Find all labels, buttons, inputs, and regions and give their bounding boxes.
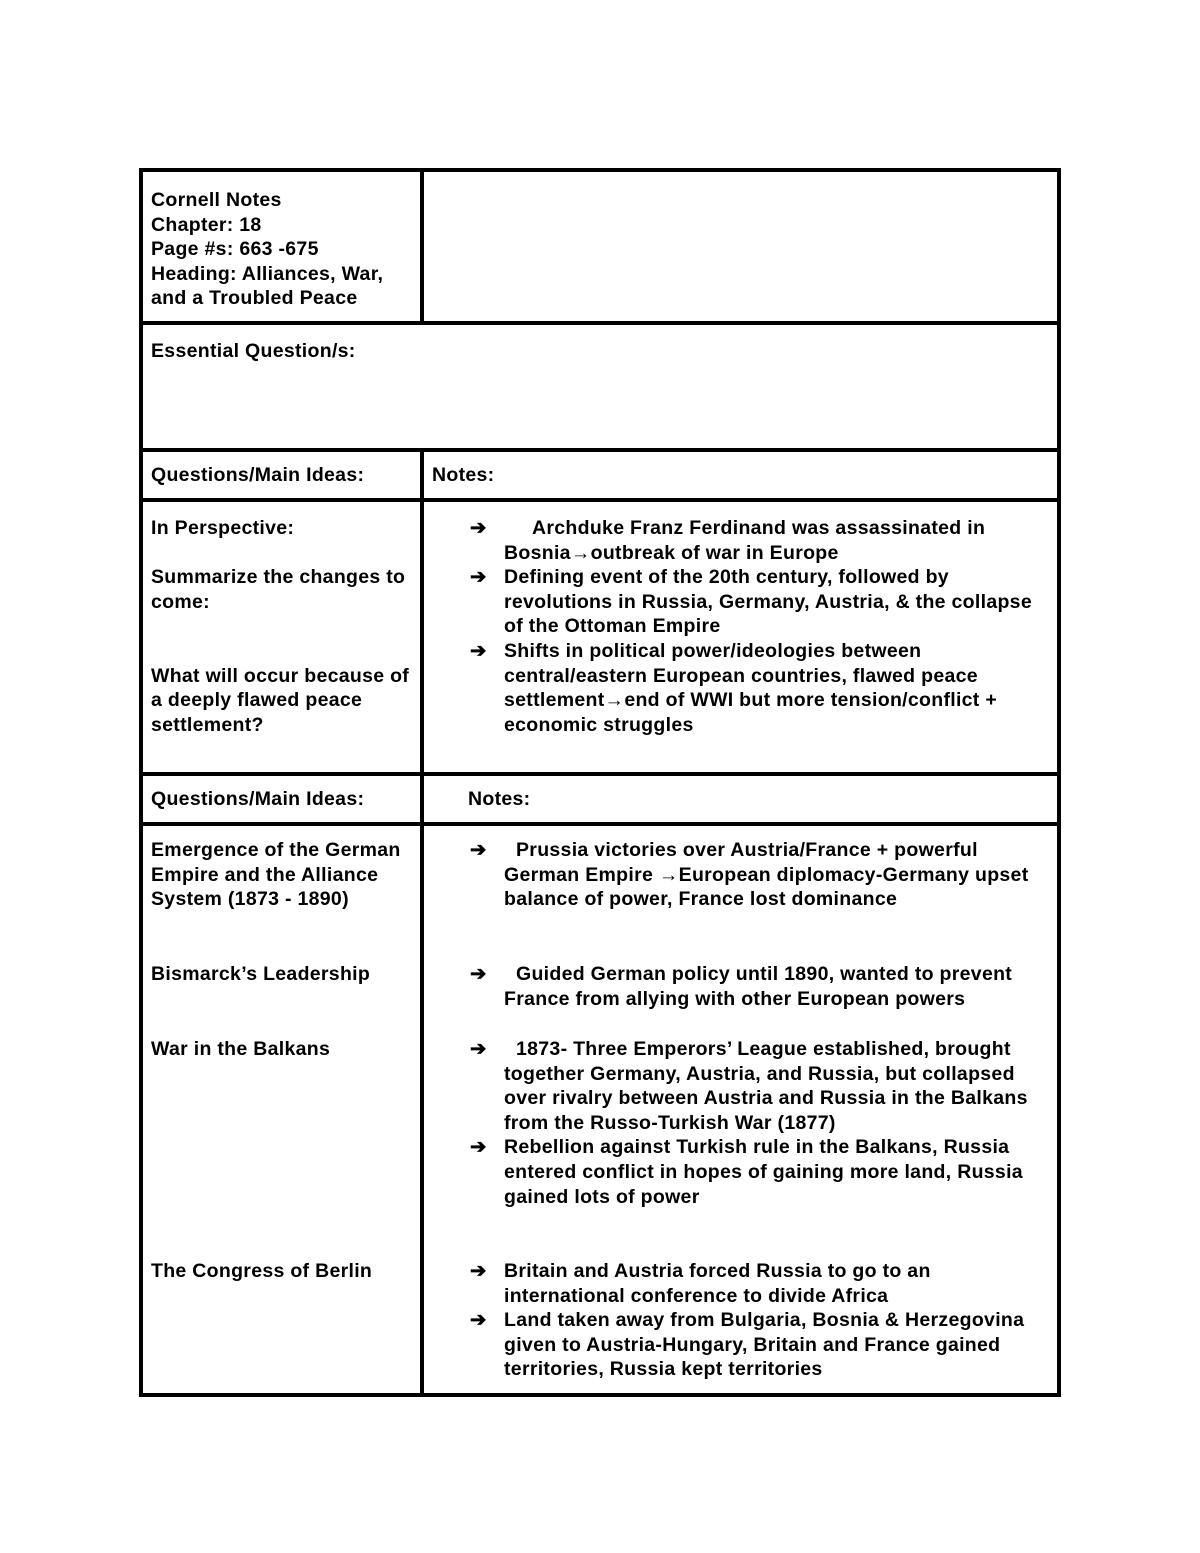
note-text: Defining event of the 20th century, followed by revolutions in Russia, Germany, Austria, & the collapse of the Ottoman Empire	[504, 566, 1032, 638]
section2-header-row	[143, 772, 1057, 822]
section-header-label: Questions/Main Ideas:	[151, 788, 365, 810]
notes-block	[432, 838, 1047, 962]
note-text: Guided German policy until 1890, wanted to prevent France from allying with other European powers	[504, 963, 1013, 1010]
arrow-icon: ➔	[470, 566, 487, 589]
arrow-icon: ➔	[470, 1309, 487, 1332]
header-line: Heading: Alliances, War,	[151, 262, 384, 285]
topic-block	[151, 1259, 410, 1284]
arrow-icon: ➔	[470, 639, 487, 662]
note-item	[470, 516, 1047, 565]
topic-block	[151, 962, 410, 1037]
arrow-icon: ➔	[470, 517, 487, 539]
note-item	[470, 962, 1047, 1011]
note-item	[470, 565, 1047, 639]
section1-right-header	[424, 452, 1057, 498]
section-header-label: Questions/Main Ideas:	[151, 464, 365, 486]
header-line: Chapter: 18	[151, 213, 262, 236]
note-text: Archduke Franz Ferdinand was assassinated in Bosnia→outbreak of war in Europe	[504, 517, 986, 564]
note-text: Rebellion against Turkish rule in the Balkans, Russia entered conflict in hopes of gaining more land, Russia gained lots of power	[504, 1136, 1023, 1208]
note-item	[470, 639, 1047, 737]
note-item	[470, 1259, 1047, 1308]
header-line: Cornell Notes	[151, 189, 282, 211]
arrow-icon: ➔	[470, 1260, 487, 1282]
notes-list	[432, 1259, 1047, 1382]
section2-body-row	[143, 822, 1057, 1393]
main-idea: What will occur because of a deeply flawed peace settlement?	[151, 664, 415, 736]
header-line: Page #s: 663 -675	[151, 238, 319, 261]
main-idea: Bismarck’s Leadership	[151, 963, 371, 985]
essential-question-cell	[143, 325, 1057, 448]
notes-block	[432, 962, 1047, 1037]
note-item	[470, 838, 1047, 912]
main-idea: Summarize the changes to come:	[151, 566, 411, 613]
notes-list	[432, 838, 1047, 912]
note-text: Land taken away from Bulgaria, Bosnia & Herzegovina given to Austria-Hungary, Britain and France gained territories, Russia kept territories	[504, 1309, 1025, 1381]
note-text: 1873- Three Emperors’ League established, brought together Germany, Austria, and Russia, but collapsed over rivalry between Austria and Russia in the Balkans from the Russo-Turkish War (1877)	[504, 1038, 1028, 1134]
note-text: Prussia victories over Austria/France + powerful German Empire →European diplomacy-Germany upset balance of power, France lost dominance	[504, 839, 1029, 911]
topic-block	[151, 838, 410, 962]
note-text: Britain and Austria forced Russia to go to an international conference to divide Africa	[504, 1260, 931, 1307]
main-idea: War in the Balkans	[151, 1038, 331, 1060]
arrow-icon: ➔	[470, 1136, 487, 1159]
section1-left-header	[143, 452, 424, 498]
essential-question-row	[143, 321, 1057, 448]
notes-header-label: Notes:	[432, 464, 495, 486]
arrow-icon: ➔	[470, 963, 487, 985]
notes-list	[432, 962, 1047, 1011]
header-info	[143, 172, 424, 321]
note-item	[470, 1308, 1047, 1382]
header-blank-cell	[424, 172, 1057, 321]
cornell-notes-table	[139, 168, 1061, 1397]
arrow-icon: ➔	[470, 839, 487, 861]
note-item	[470, 1135, 1047, 1209]
main-idea: The Congress of Berlin	[151, 1260, 373, 1282]
note-text: Shifts in political power/ideologies between central/eastern European countries, flawed peace settlement→end of WWI but more tension/conflict + economic struggles	[504, 639, 998, 736]
main-idea: Emergence of the German Empire and the Alliance System (1873 - 1890)	[151, 839, 407, 911]
section1-notes	[424, 502, 1057, 772]
notes-block	[432, 1037, 1047, 1259]
arrow-icon: ➔	[470, 1038, 487, 1060]
section1-header-row	[143, 448, 1057, 498]
notes-block	[432, 1259, 1047, 1382]
section2-left-header	[143, 776, 424, 822]
header-line: and a Troubled Peace	[151, 287, 358, 310]
notes-list	[432, 1037, 1047, 1209]
section1-body-row	[143, 498, 1057, 772]
section1-questions	[143, 502, 424, 772]
notes-header-label: Notes:	[468, 788, 531, 810]
section2-questions	[143, 826, 424, 1393]
topic-block	[151, 1037, 410, 1259]
essential-question-label: Essential Question/s:	[151, 340, 356, 362]
main-idea: In Perspective:	[151, 517, 295, 539]
notes-list	[432, 516, 1047, 737]
section2-notes	[424, 826, 1057, 1393]
note-item	[470, 1037, 1047, 1135]
header-row	[143, 172, 1057, 321]
section2-right-header	[424, 776, 1057, 822]
